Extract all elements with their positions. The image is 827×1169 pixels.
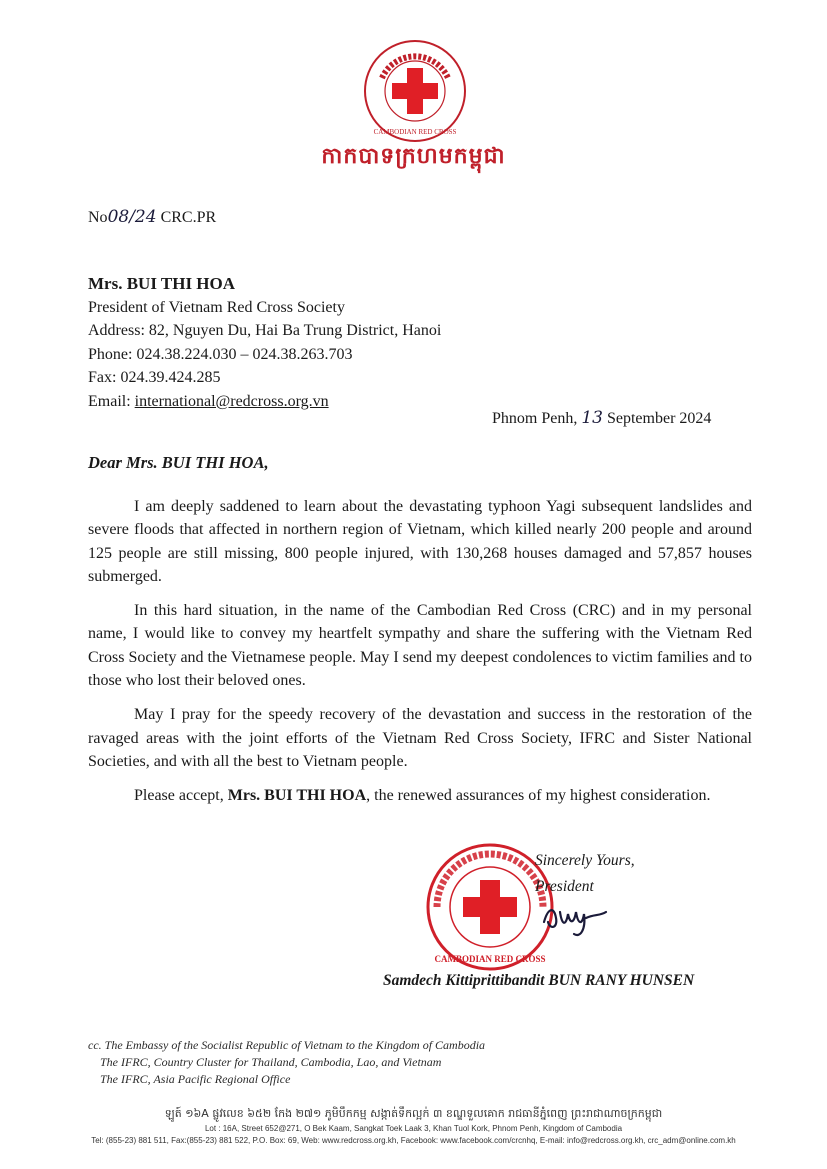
body-paragraph-2: In this hard situation, in the name of the Cambodian Red Cross (CRC) and in my personal name, I would like to convey my heartfelt sympathy and share the suffering with the Vietnam Red Cross Society and the Vietnamese people. May I send my deepest condolences to victim families and to those who lost their beloved ones. [88,602,752,690]
date-place: Phnom Penh, [492,410,578,427]
signer-name: Samdech Kittiprittibandit BUN RANY HUNSEN [383,972,695,989]
letter-date [492,408,711,428]
recipient-phone: Phone: 024.38.224.030 – 024.38.263.703 [88,345,353,363]
footer-address-english: Lot : 16A, Street 652@271, O Bek Kaam, Sangkat Toek Laak 3, Khan Tuol Kork, Phnom Penh, Kingdom of Cambodia [204,1124,623,1133]
reference-number [88,207,216,227]
reference-prefix: No [88,209,108,226]
salutation: Dear Mrs. BUI THI HOA, [88,453,269,472]
body-p4-after: , the renewed assurances of my highest consideration. [366,787,711,805]
recipient-title: President of Vietnam Red Cross Society [88,298,345,316]
handwritten-signature [540,900,610,940]
cc-list [88,1037,485,1088]
cambodian-red-cross-logo [362,38,468,144]
recipient-email-link[interactable]: international@redcross.org.vn [134,392,329,410]
date-month-year: September 2024 [606,410,712,427]
recipient-name: Mrs. BUI THI HOA [88,274,236,293]
closing-sincerely: Sincerely Yours, [535,852,635,869]
recipient-address: Address: 82, Nguyen Du, Hai Ba Trung District, Hanoi [88,322,442,339]
recipient-email-line [88,390,441,414]
body-p4-before: Please accept, [134,787,228,805]
organization-name-khmer: កាកបាទក្រហមកម្ពុជា [321,144,506,169]
body-paragraph-4 [88,784,752,807]
body-paragraph-1: I am deeply saddened to learn about the devastating typhoon Yagi subsequent landslides and severe floods that affected in northern region of Vietnam, which killed nearly 200 people and around 125 people are still missing, 800 people injured, with 130,268 houses damaged and 57,857 houses submerged. [88,498,752,585]
date-handwritten-day: 13 [581,408,603,428]
stamp-text: CAMBODIAN RED CROSS [434,954,546,964]
logo-text: CAMBODIAN RED CROSS [373,128,457,136]
footer-address-khmer: ឡូត៍ ១៦A ផ្លូវលេខ ៦៥២ កែង ២៧១ ភូមិបឹកកម្ម សង្កាត់ទឹកល្អក់ ៣ ខណ្ឌទួលគោក រាជធានីភ្នំពេញ ព្រះរាជាណាចក្រកម្ពុជា [164,1107,663,1120]
recipient-email-label: Email: [88,392,135,410]
cc-line-1: cc. The Embassy of the Socialist Republic of Vietnam to the Kingdom of Cambodia [88,1038,486,1052]
closing-title: President [535,878,594,895]
letter-body [88,495,752,819]
footer-contact-info: Tel: (855-23) 881 511, Fax:(855-23) 881 522, P.O. Box: 69, Web: www.redcross.org.kh, Facebook: www.facebook.com/crcnhq, E-mail: info@redcross.org.kh, crc_adm@online.com.kh [91,1136,736,1145]
recipient-fax: Fax: 024.39.424.285 [88,369,221,386]
reference-suffix: CRC.PR [160,209,217,226]
reference-handwritten-number: 08/24 [107,207,157,227]
cc-line-2: The IFRC, Country Cluster for Thailand, Cambodia, Lao, and Vietnam [100,1055,442,1069]
cc-line-3: The IFRC, Asia Pacific Regional Office [100,1072,291,1086]
body-paragraph-3: May I pray for the speedy recovery of the devastation and success in the restoration of the ravaged areas with the joint efforts of the Vietnam Red Cross Society, IFRC and Sister National Societies, and with all the best to Vietnam people. [88,706,752,770]
recipient-block [88,272,441,413]
body-p4-name: Mrs. BUI THI HOA [227,787,367,805]
closing-block [535,848,635,900]
